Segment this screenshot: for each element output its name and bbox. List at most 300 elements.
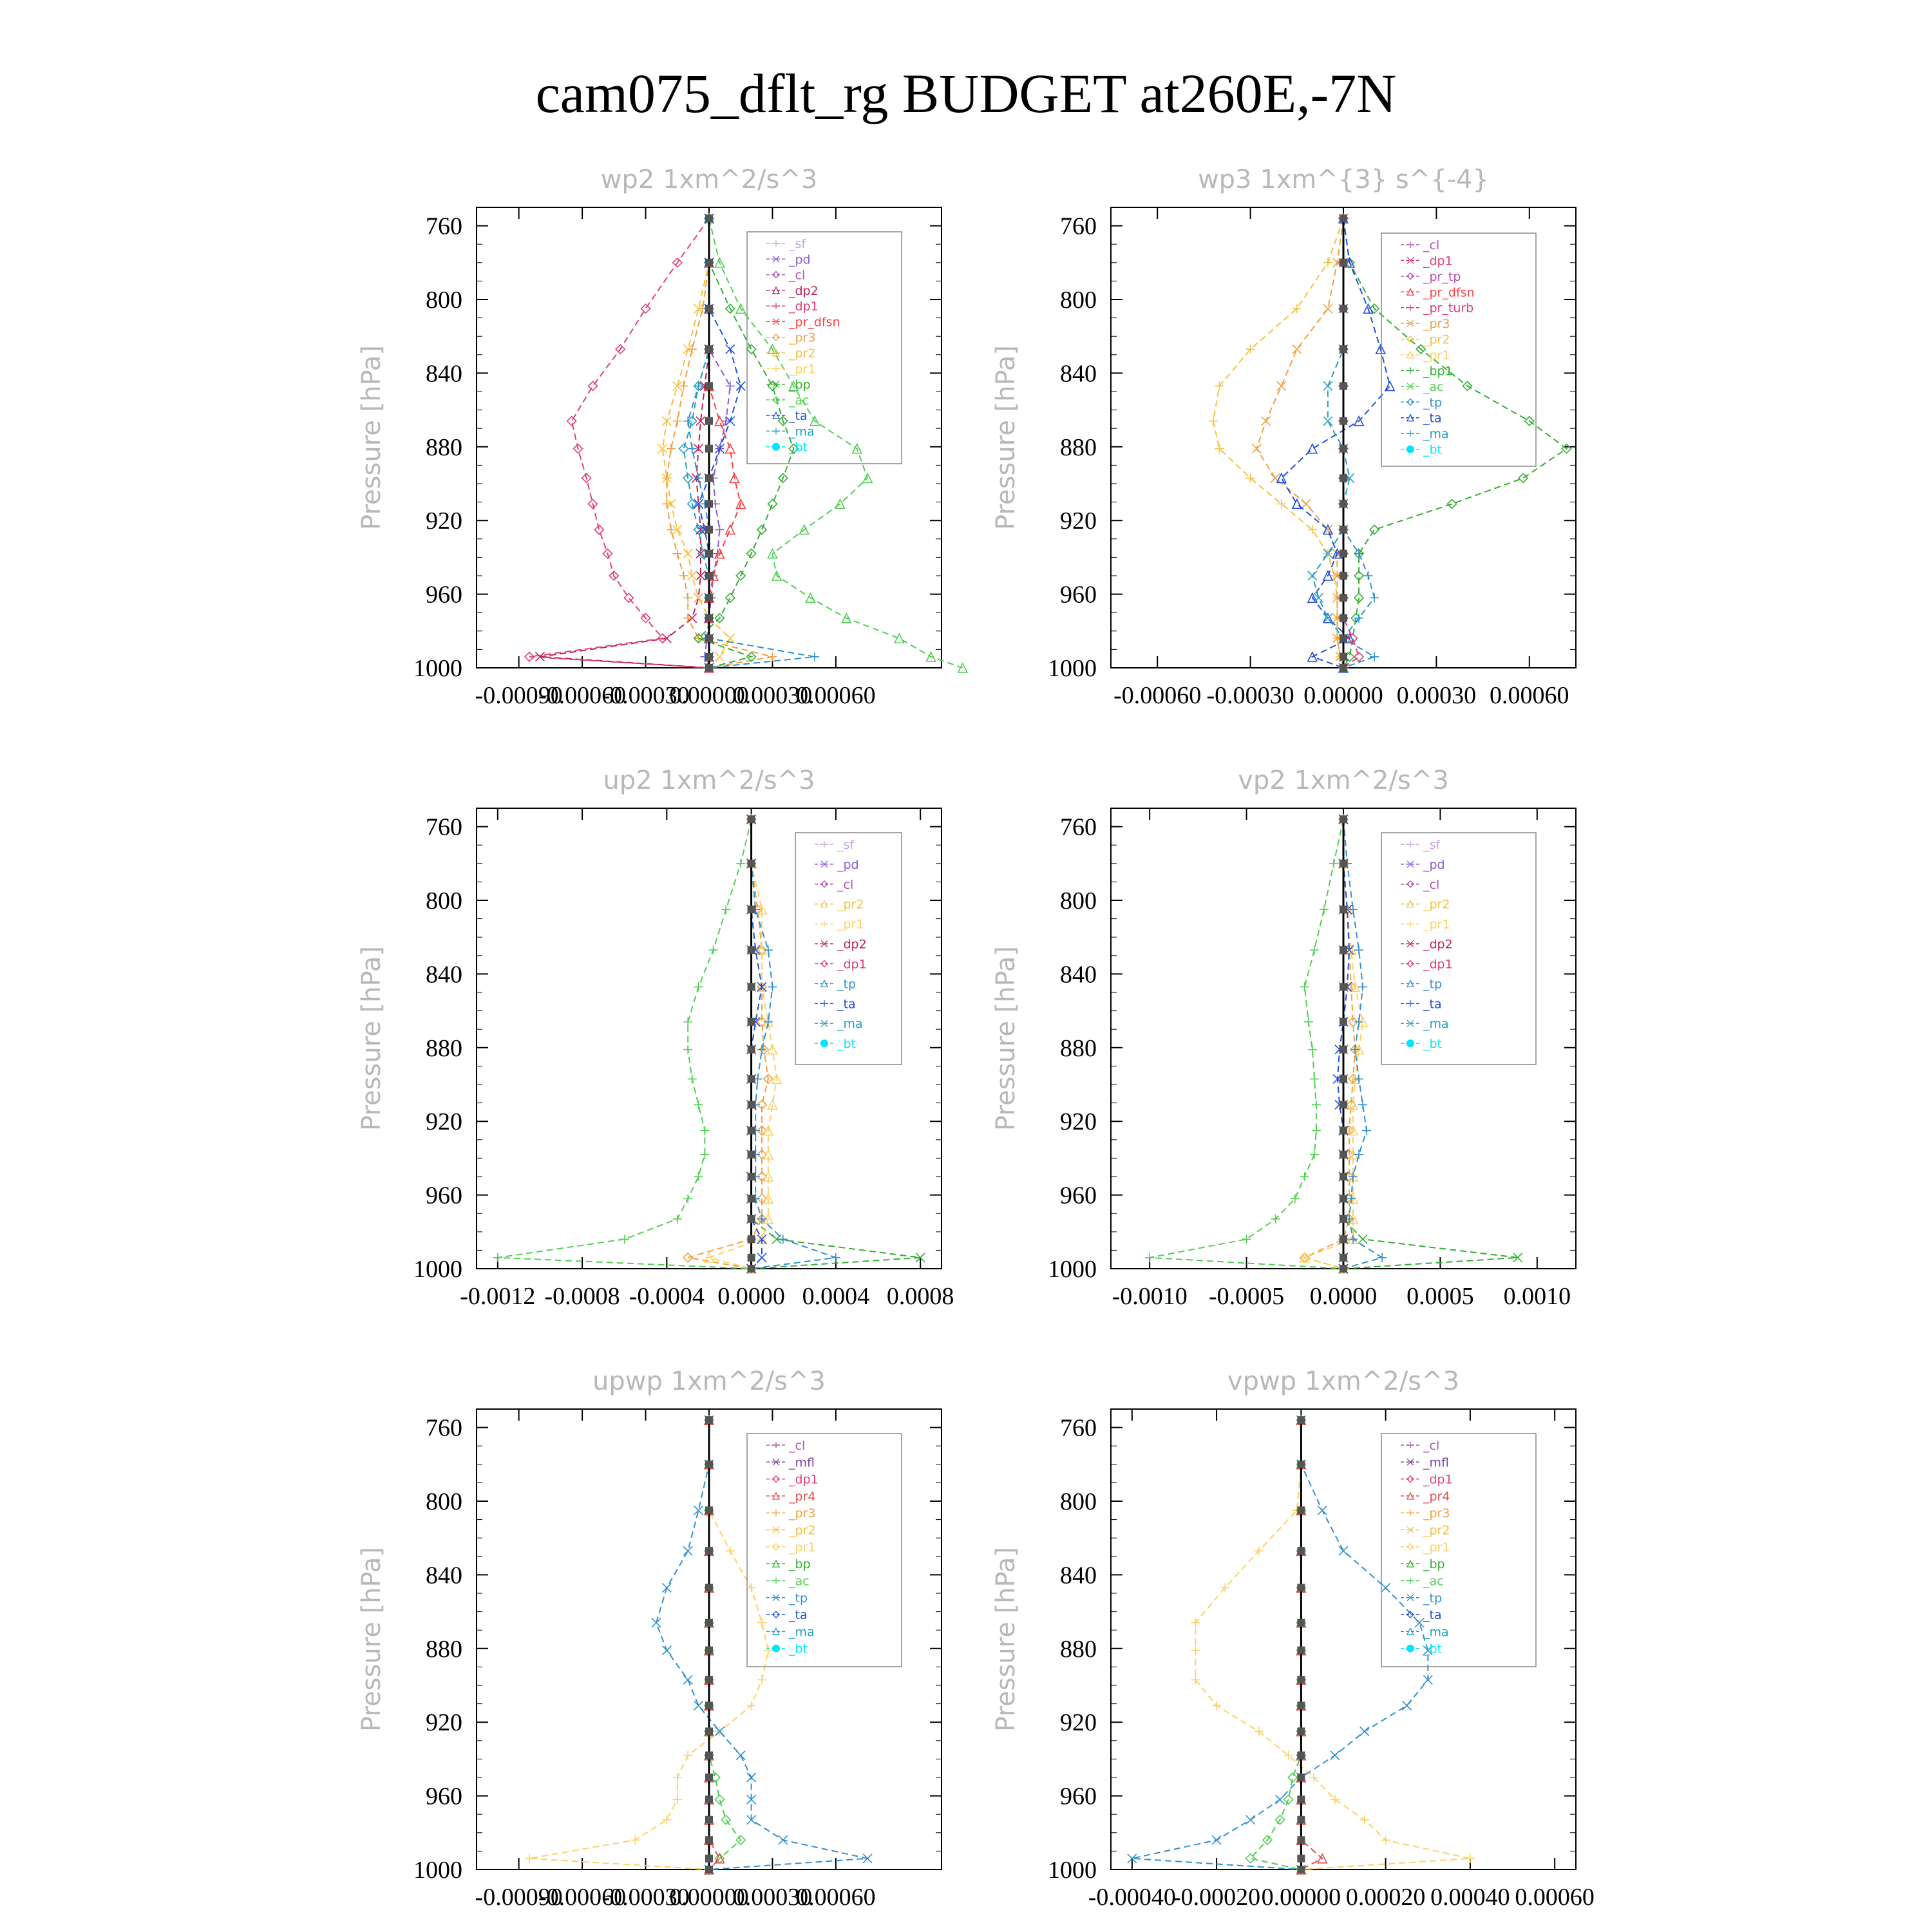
data-point bbox=[705, 1584, 713, 1591]
legend-marker bbox=[773, 1442, 779, 1448]
data-point bbox=[1300, 1172, 1309, 1181]
data-point bbox=[748, 946, 755, 954]
data-point bbox=[1293, 345, 1302, 354]
data-point bbox=[567, 417, 576, 426]
data-point bbox=[768, 381, 777, 390]
legend-box bbox=[747, 232, 902, 464]
data-point bbox=[1340, 305, 1347, 312]
y-tick-label: 1000 bbox=[1048, 655, 1097, 682]
data-point bbox=[1297, 1866, 1305, 1873]
legend-marker bbox=[773, 1577, 779, 1584]
data-point bbox=[705, 1866, 713, 1873]
data-point bbox=[748, 1173, 755, 1180]
x-tick-label: -0.0012 bbox=[460, 1283, 536, 1310]
data-point bbox=[705, 526, 713, 534]
data-point bbox=[679, 444, 688, 453]
data-point bbox=[1340, 1235, 1347, 1243]
y-tick-label: 800 bbox=[426, 287, 462, 314]
legend-label: _dp1 bbox=[789, 299, 819, 314]
data-point bbox=[748, 1265, 755, 1273]
data-point bbox=[705, 1836, 713, 1844]
data-point bbox=[1312, 1126, 1321, 1135]
data-point bbox=[1340, 634, 1347, 642]
data-point bbox=[673, 417, 682, 426]
y-tick-label: 880 bbox=[1060, 433, 1097, 461]
data-point bbox=[736, 859, 745, 868]
data-point bbox=[683, 1194, 692, 1203]
legend-marker bbox=[821, 841, 828, 848]
y-tick-label: 920 bbox=[426, 1108, 462, 1136]
y-axis-label: Pressure [hPa] bbox=[357, 345, 386, 530]
x-tick-label: -0.00030 bbox=[1206, 682, 1294, 709]
legend-label: _cl bbox=[1423, 238, 1440, 252]
legend-label: _pr_dfsn bbox=[1423, 285, 1475, 300]
data-point bbox=[726, 381, 735, 390]
x-tick-label: -0.00030 bbox=[601, 682, 690, 709]
data-point bbox=[1323, 417, 1332, 426]
data-point bbox=[1310, 945, 1319, 954]
data-point bbox=[1329, 859, 1338, 868]
data-point bbox=[863, 1854, 872, 1863]
data-point bbox=[525, 1854, 534, 1863]
series-line-dp1 bbox=[529, 218, 709, 668]
x-tick-label: 0.00030 bbox=[732, 1884, 813, 1911]
legend-label: _ma bbox=[1423, 1017, 1449, 1032]
data-point bbox=[705, 1752, 713, 1759]
data-point bbox=[1358, 1100, 1367, 1109]
y-tick-label: 840 bbox=[426, 961, 462, 989]
legend-label: _pr3 bbox=[1423, 1506, 1450, 1521]
data-point bbox=[726, 593, 735, 602]
x-tick-label: -0.00090 bbox=[475, 1884, 563, 1911]
data-point bbox=[705, 1461, 713, 1468]
legend-label: _dp2 bbox=[789, 283, 819, 298]
legend-marker bbox=[1407, 1577, 1414, 1584]
data-point bbox=[1358, 1235, 1367, 1244]
data-point bbox=[1370, 652, 1379, 661]
legend-label: _pd bbox=[1423, 857, 1445, 872]
legend-label: _tp bbox=[837, 977, 857, 992]
legend-label: _mfl bbox=[789, 1455, 815, 1470]
data-point bbox=[694, 473, 703, 482]
y-tick-label: 760 bbox=[1060, 813, 1097, 841]
data-point bbox=[688, 1074, 697, 1083]
legend-label: _pr2 bbox=[789, 1523, 816, 1538]
plot-frame bbox=[477, 808, 942, 1269]
data-point bbox=[694, 1172, 703, 1181]
legend-box bbox=[1381, 1434, 1536, 1667]
series-line-tp bbox=[1132, 1420, 1428, 1870]
legend-box bbox=[1381, 833, 1536, 1065]
data-point bbox=[1340, 664, 1347, 672]
legend-label: _cl bbox=[789, 268, 806, 283]
data-point bbox=[1297, 1676, 1305, 1683]
data-point bbox=[1262, 417, 1271, 426]
data-point bbox=[1378, 1253, 1387, 1262]
data-point bbox=[705, 445, 713, 453]
data-point bbox=[705, 259, 713, 267]
data-point bbox=[768, 499, 777, 508]
data-point bbox=[662, 1583, 671, 1592]
data-point bbox=[1402, 1701, 1411, 1710]
data-point bbox=[1242, 1235, 1251, 1244]
x-tick-label: -0.00060 bbox=[538, 1884, 627, 1911]
data-point bbox=[1340, 1075, 1347, 1083]
data-point bbox=[748, 1195, 755, 1202]
data-point bbox=[1314, 593, 1323, 602]
data-point bbox=[748, 1215, 755, 1223]
plot-frame bbox=[1111, 1409, 1576, 1870]
legend-label: _ac bbox=[1423, 1574, 1444, 1589]
series-line-pr_dfsn bbox=[709, 218, 741, 668]
series-line-pr1 bbox=[709, 819, 777, 1269]
legend-marker bbox=[821, 921, 828, 927]
data-point bbox=[694, 1701, 703, 1710]
data-point bbox=[1302, 499, 1311, 508]
legend-label: _dp1 bbox=[1423, 957, 1453, 972]
series-line-pr1 bbox=[529, 1420, 768, 1870]
legend-label: _pr2 bbox=[837, 897, 864, 912]
legend-label: _tp bbox=[1423, 1591, 1443, 1605]
legend-label: _sf bbox=[837, 838, 855, 852]
data-point bbox=[1340, 526, 1347, 534]
data-point bbox=[1370, 526, 1379, 535]
data-point bbox=[1340, 259, 1347, 267]
x-tick-label: 0.00000 bbox=[1303, 682, 1383, 709]
data-point bbox=[726, 526, 735, 535]
data-point bbox=[683, 1751, 692, 1760]
data-point bbox=[1297, 1752, 1305, 1759]
data-point bbox=[641, 304, 650, 313]
data-point bbox=[1297, 1816, 1305, 1824]
x-tick-label: 0.0008 bbox=[886, 1283, 954, 1310]
data-point bbox=[1212, 1701, 1221, 1710]
data-point bbox=[1362, 1126, 1371, 1135]
x-tick-label: -0.00030 bbox=[601, 1884, 690, 1911]
data-point bbox=[493, 1253, 502, 1262]
data-point bbox=[673, 1773, 682, 1782]
x-tick-label: -0.00040 bbox=[1088, 1884, 1176, 1911]
chart-panel-4 bbox=[991, 766, 1576, 1310]
data-point bbox=[1340, 860, 1347, 867]
legend-marker bbox=[1406, 446, 1414, 453]
legend-label: _dp1 bbox=[1423, 1472, 1453, 1487]
data-point bbox=[1252, 444, 1261, 453]
y-tick-label: 760 bbox=[1060, 213, 1097, 240]
data-point bbox=[1297, 1855, 1305, 1862]
chart-panel-6 bbox=[991, 1367, 1595, 1911]
data-point bbox=[1340, 474, 1347, 482]
data-point bbox=[1340, 1127, 1347, 1135]
x-tick-label: -0.0010 bbox=[1112, 1283, 1188, 1310]
data-point bbox=[1340, 345, 1347, 353]
data-point bbox=[705, 417, 713, 425]
series-line-pr1 bbox=[1305, 819, 1363, 1269]
x-tick-label: 0.0010 bbox=[1503, 1283, 1571, 1310]
y-tick-label: 800 bbox=[426, 887, 462, 914]
legend-label: _pr2 bbox=[1423, 332, 1450, 347]
data-point bbox=[1354, 945, 1363, 954]
data-point bbox=[705, 305, 713, 312]
data-point bbox=[1466, 1854, 1475, 1863]
data-point bbox=[726, 345, 735, 354]
data-point bbox=[1297, 1547, 1305, 1555]
data-point bbox=[589, 381, 598, 390]
data-point bbox=[1354, 652, 1363, 661]
panel-title: up2 1xm^2/s^3 bbox=[603, 766, 815, 795]
legend-label: _pr2 bbox=[1423, 1523, 1450, 1538]
data-point bbox=[748, 860, 755, 867]
data-point bbox=[683, 549, 692, 558]
legend-label: _dp1 bbox=[789, 1472, 819, 1487]
y-tick-label: 760 bbox=[426, 1414, 462, 1442]
data-point bbox=[705, 634, 713, 642]
legend-label: _ta bbox=[789, 409, 808, 424]
legend-label: _ta bbox=[837, 997, 856, 1012]
data-point bbox=[1340, 653, 1347, 661]
legend-label: _pr3 bbox=[1423, 317, 1450, 332]
data-point bbox=[1381, 1835, 1390, 1844]
y-tick-label: 920 bbox=[1060, 1709, 1097, 1737]
x-tick-label: -0.00060 bbox=[1113, 682, 1202, 709]
legend-marker bbox=[773, 428, 779, 434]
x-tick-label: -0.0005 bbox=[1209, 1283, 1285, 1310]
legend-label: _cl bbox=[837, 877, 854, 892]
data-point bbox=[1340, 946, 1347, 954]
legend-label: _ta bbox=[1423, 997, 1442, 1012]
legend-label: _dp2 bbox=[837, 937, 867, 952]
data-point bbox=[764, 1018, 773, 1027]
y-tick-label: 920 bbox=[1060, 507, 1097, 535]
data-point bbox=[1340, 1173, 1347, 1180]
legend-label: _ac bbox=[1423, 379, 1444, 394]
data-point bbox=[1381, 1583, 1390, 1592]
x-tick-label: 0.00000 bbox=[1261, 1884, 1341, 1911]
data-point bbox=[958, 663, 967, 672]
data-point bbox=[757, 1618, 766, 1627]
data-point bbox=[764, 1646, 773, 1655]
data-point bbox=[757, 526, 766, 535]
data-point bbox=[705, 1506, 713, 1514]
legend-marker bbox=[1407, 1442, 1414, 1448]
data-point bbox=[1331, 1751, 1340, 1760]
data-point bbox=[673, 549, 682, 558]
data-point bbox=[1297, 1647, 1305, 1654]
x-tick-label: 0.0000 bbox=[717, 1283, 785, 1310]
x-tick-label: 0.0005 bbox=[1406, 1283, 1474, 1310]
data-point bbox=[764, 945, 773, 954]
data-point bbox=[1354, 549, 1363, 558]
legend-marker bbox=[772, 1645, 780, 1653]
y-axis-label: Pressure [hPa] bbox=[991, 1547, 1021, 1732]
x-tick-label: 0.00040 bbox=[1430, 1884, 1510, 1911]
legend-label: _ta bbox=[789, 1608, 808, 1623]
data-point bbox=[768, 982, 777, 991]
data-point bbox=[1339, 1546, 1348, 1555]
data-point bbox=[1271, 473, 1280, 482]
legend-marker bbox=[1407, 1000, 1414, 1007]
data-point bbox=[715, 1795, 724, 1804]
data-point bbox=[1297, 1506, 1305, 1514]
data-point bbox=[1354, 1150, 1363, 1159]
data-point bbox=[620, 1235, 629, 1244]
data-point bbox=[673, 1795, 682, 1804]
y-tick-label: 880 bbox=[426, 1034, 462, 1062]
data-point bbox=[1191, 1646, 1200, 1655]
data-point bbox=[1340, 500, 1347, 507]
data-point bbox=[662, 1815, 671, 1824]
data-point bbox=[757, 1675, 766, 1684]
data-point bbox=[1297, 1701, 1305, 1709]
chart-panel-5 bbox=[357, 1367, 942, 1911]
data-point bbox=[705, 1647, 713, 1654]
legend-marker bbox=[1407, 367, 1414, 374]
data-point bbox=[1318, 1506, 1327, 1515]
legend-marker bbox=[1406, 1645, 1414, 1653]
legend-label: _ac bbox=[789, 1574, 810, 1589]
data-point bbox=[1297, 1728, 1305, 1736]
x-tick-label: 0.0000 bbox=[1309, 1283, 1378, 1310]
legend-label: _pd bbox=[837, 857, 859, 872]
legend-box bbox=[1381, 233, 1536, 466]
legend-label: _ma bbox=[789, 1625, 815, 1640]
legend-label: _dp2 bbox=[1423, 937, 1453, 952]
data-point bbox=[748, 1254, 755, 1262]
data-point bbox=[1370, 593, 1379, 602]
legend-label: _pr1 bbox=[789, 362, 816, 377]
legend-box bbox=[747, 1434, 902, 1667]
y-tick-label: 760 bbox=[426, 813, 462, 841]
data-point bbox=[683, 1045, 692, 1054]
legend-label: _mfl bbox=[1423, 1455, 1449, 1470]
data-point bbox=[1340, 594, 1347, 601]
data-point bbox=[630, 1835, 639, 1844]
chart-panel-3 bbox=[357, 766, 954, 1310]
data-point bbox=[748, 1127, 755, 1135]
series-line-dp2 bbox=[752, 819, 921, 1269]
data-point bbox=[1308, 571, 1317, 580]
legend-label: _cl bbox=[1423, 1439, 1440, 1453]
legend-label: _cl bbox=[789, 1439, 806, 1453]
legend-label: _pr_tp bbox=[1423, 269, 1461, 284]
figure-title: cam075_dflt_rg BUDGET at260E,-7N bbox=[535, 62, 1397, 124]
data-point bbox=[705, 1855, 713, 1862]
data-point bbox=[1297, 1836, 1305, 1844]
data-point bbox=[1340, 1018, 1347, 1026]
legend-label: _pr1 bbox=[1423, 348, 1450, 363]
data-point bbox=[705, 474, 713, 482]
legend-label: _dp1 bbox=[1423, 254, 1453, 269]
legend-label: _pr3 bbox=[789, 330, 816, 345]
x-tick-label: 0.00000 bbox=[669, 682, 749, 709]
legend-marker bbox=[773, 365, 779, 372]
legend-marker bbox=[1407, 921, 1414, 927]
data-point bbox=[683, 1546, 692, 1555]
y-tick-label: 920 bbox=[1060, 1108, 1097, 1136]
data-point bbox=[705, 382, 713, 390]
data-point bbox=[705, 572, 713, 580]
y-tick-label: 920 bbox=[426, 507, 462, 535]
data-point bbox=[1349, 1235, 1358, 1244]
data-point bbox=[705, 594, 713, 601]
legend-label: _pr1 bbox=[837, 917, 864, 932]
x-tick-label: 0.00030 bbox=[1396, 682, 1477, 709]
panel-title: wp2 1xm^2/s^3 bbox=[600, 165, 818, 194]
data-point bbox=[1304, 1018, 1313, 1027]
series-line-pr2 bbox=[1213, 218, 1343, 668]
y-tick-label: 920 bbox=[426, 1709, 462, 1737]
data-point bbox=[748, 905, 755, 913]
data-point bbox=[694, 1100, 703, 1109]
data-point bbox=[1340, 983, 1347, 990]
data-point bbox=[736, 381, 745, 390]
data-point bbox=[705, 1676, 713, 1683]
data-point bbox=[679, 571, 688, 580]
y-axis-label: Pressure [hPa] bbox=[991, 345, 1021, 530]
series-line-ta bbox=[699, 218, 741, 668]
legend-marker bbox=[1407, 841, 1414, 848]
panel-title: wp3 1xm^{3} s^{-4} bbox=[1197, 165, 1490, 194]
legend-label: _pr_dfsn bbox=[789, 315, 840, 330]
y-tick-label: 800 bbox=[426, 1488, 462, 1515]
legend-label: _bt bbox=[1423, 1642, 1443, 1656]
x-tick-label: 0.00060 bbox=[1490, 682, 1569, 709]
y-tick-label: 840 bbox=[1060, 360, 1097, 388]
legend-label: _bt bbox=[837, 1037, 857, 1052]
data-point bbox=[594, 526, 603, 535]
data-point bbox=[748, 1235, 755, 1243]
data-point bbox=[700, 1126, 709, 1135]
x-tick-label: 0.00000 bbox=[669, 1884, 749, 1911]
legend-label: _pr1 bbox=[789, 1540, 816, 1555]
data-point bbox=[705, 614, 713, 622]
data-point bbox=[748, 1151, 755, 1159]
data-point bbox=[768, 652, 777, 661]
data-point bbox=[1209, 417, 1218, 426]
chart-panel-2 bbox=[991, 165, 1576, 709]
data-point bbox=[757, 1215, 766, 1224]
data-point bbox=[831, 1253, 840, 1262]
data-point bbox=[705, 214, 713, 222]
legend-label: _tp bbox=[789, 1591, 808, 1605]
x-tick-label: 0.0004 bbox=[802, 1283, 870, 1310]
legend-label: _tp bbox=[1423, 395, 1443, 410]
panel-title: upwp 1xm^2/s^3 bbox=[592, 1367, 826, 1396]
legend-label: _sf bbox=[789, 237, 806, 251]
y-tick-label: 1000 bbox=[413, 655, 462, 682]
data-point bbox=[1360, 1727, 1369, 1736]
data-point bbox=[748, 983, 755, 990]
data-point bbox=[810, 652, 819, 661]
data-point bbox=[747, 345, 756, 354]
legend-label: _bt bbox=[789, 440, 808, 455]
x-tick-label: -0.00060 bbox=[538, 682, 627, 709]
legend-label: _dp1 bbox=[837, 957, 867, 972]
data-point bbox=[705, 345, 713, 353]
data-point bbox=[1276, 1795, 1285, 1804]
legend-label: _pr4 bbox=[1423, 1489, 1450, 1504]
legend-marker bbox=[772, 443, 780, 451]
data-point bbox=[1519, 473, 1528, 482]
data-point bbox=[705, 653, 713, 661]
x-tick-label: 0.00060 bbox=[796, 1884, 876, 1911]
y-tick-label: 840 bbox=[1060, 961, 1097, 989]
data-point bbox=[748, 1018, 755, 1026]
legend-label: _ta bbox=[1423, 411, 1442, 426]
data-point bbox=[747, 1773, 756, 1782]
data-point bbox=[715, 526, 724, 535]
data-point bbox=[1340, 550, 1347, 558]
